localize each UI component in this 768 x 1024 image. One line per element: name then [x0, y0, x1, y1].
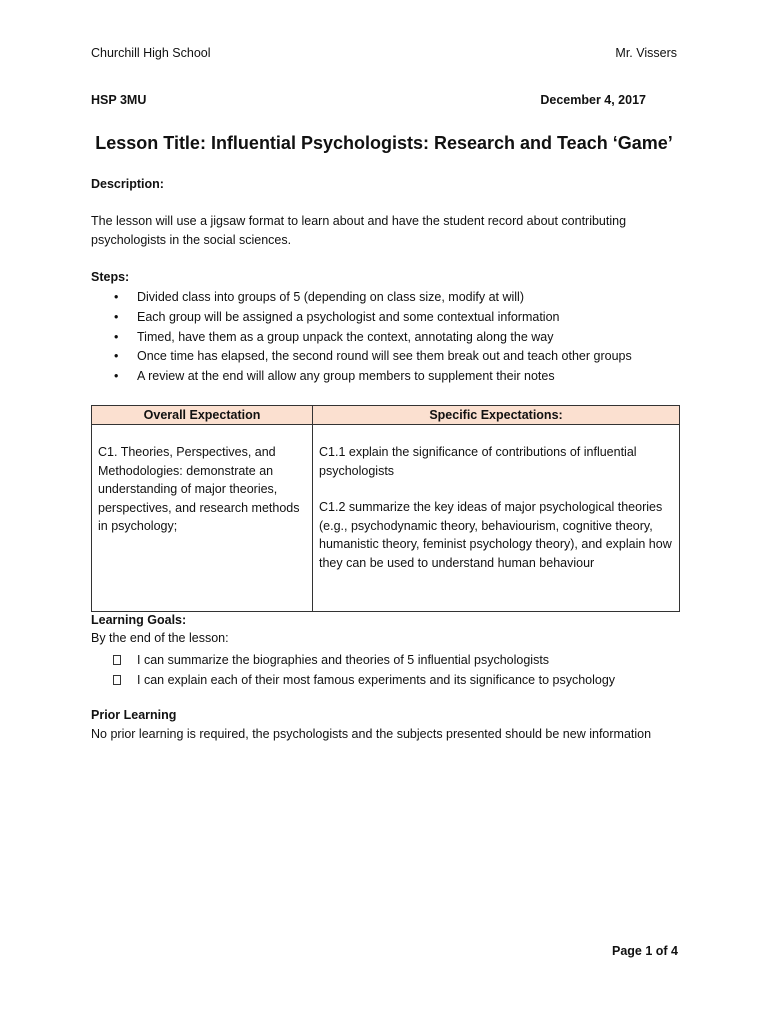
overall-expectation-header: Overall Expectation: [92, 406, 313, 425]
description-text: The lesson will use a jigsaw format to learn about and have the student record about contributing psychologists in the social sciences.: [91, 214, 627, 247]
step-item: • Timed, have them as a group unpack the context, annotating along the way: [91, 328, 691, 348]
specific-expectations-cell: [313, 425, 680, 612]
overall-expectation-text: C1. Theories, Perspectives, and Methodologies: demonstrate an understanding of major theories, perspectives, and research methods in psychology;: [98, 445, 300, 534]
step-item: • Divided class into groups of 5 (depending on class size, modify at will): [91, 288, 691, 308]
step-item: • Each group will be assigned a psychologist and some contextual information: [91, 308, 691, 328]
lesson-date: December 4, 2017: [540, 93, 646, 107]
specific-expectation-c1-2: C1.2 summarize the key ideas of major psychological theories (e.g., psychodynamic theory, behaviourism, cognitive theory, humanistic theory, feminist psychology theory), and explain how they can be used to understand human behaviour: [319, 500, 672, 570]
lesson-title: Lesson Title: Influential Psychologists: Research and Teach ‘Game’: [95, 133, 673, 153]
teacher-name: Mr. Vissers: [615, 46, 677, 60]
expectations-table: [91, 405, 680, 612]
steps-heading: Steps:: [91, 270, 130, 284]
learning-goal-text: I can explain each of their most famous experiments and its significance to psychology: [137, 673, 616, 687]
step-item: • A review at the end will allow any group members to supplement their notes: [91, 367, 691, 387]
page-number: Page 1 of 4: [612, 944, 678, 958]
learning-goal-text: I can summarize the biographies and theories of 5 influential psychologists: [137, 653, 550, 667]
specific-expectation-c1-1: C1.1 explain the significance of contributions of influential psychologists: [319, 445, 637, 478]
course-code: HSP 3MU: [91, 93, 147, 107]
specific-expectations-header: Specific Expectations:: [313, 406, 680, 425]
description-heading: Description:: [91, 177, 164, 191]
checkbox-icon: [113, 675, 121, 685]
learning-goal-item: [91, 650, 691, 670]
school-name: Churchill High School: [91, 46, 211, 60]
step-item: • Once time has elapsed, the second round will see them break out and teach other groups: [91, 347, 691, 367]
prior-learning-text: No prior learning is required, the psychologists and the subjects presented should be new information: [91, 727, 652, 741]
learning-goals-intro: By the end of the lesson:: [91, 631, 229, 645]
checkbox-icon: [113, 655, 121, 665]
steps-list: [91, 288, 691, 387]
learning-goal-item: [91, 670, 691, 690]
overall-expectation-cell: [92, 425, 313, 612]
learning-goals-heading: Learning Goals:: [91, 613, 187, 627]
prior-learning-heading: Prior Learning: [91, 708, 177, 722]
learning-goals-list: [91, 650, 691, 690]
